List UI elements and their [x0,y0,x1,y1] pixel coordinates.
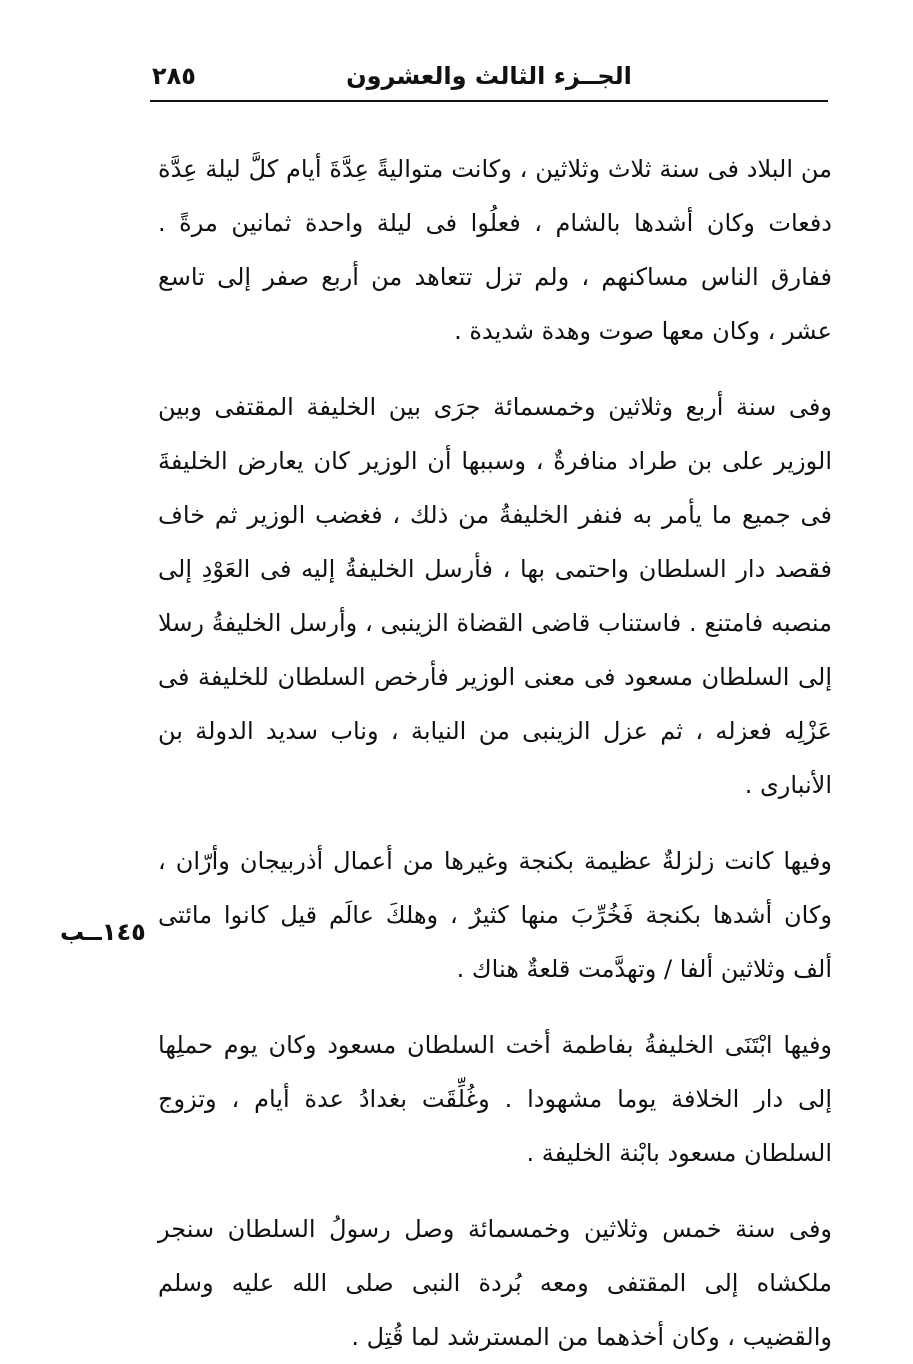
paragraph-caliph-marriage: وفيها ابْتَنَى الخليفةُ بفاطمة أخت السلطان مسعود وكان يوم حملِها إلى دار الخلافة يوما مشهودا . وغُلِّقَت بغدادُ عدة أيام ، وتزوج السلطان مسعود بابْنة الخليفة . [158,1031,832,1167]
paragraph-ganja-earthquake: وفيها كانت زلزلةٌ عظيمة بكنجة وغيرها من أعمال أذربيجان وأرّان ، وكان أشدها بكنجة فَخُرِّبَ منها كثيرٌ ، وهلكَ عالَم قيل كانوا مائتى ألف وثلاثين ألفا / وتهدَّمت قلعةٌ هناك . [158,847,832,983]
paragraph-year-534: وفى سنة أربع وثلاثين وخمسمائة جرَى بين الخليفة المقتفى وبين الوزير على بن طراد منافرةٌ ، وسببها أن الوزير كان يعارض الخليفةَ فى جميع ما يأمر به فنفر الخليفةُ من ذلك ، فغضب الوزير ثم خاف فقصد دار السلطان واحتمى بها ، فأرسل الخليفةُ إليه فى العَوْدِ إلى منصبه فامتنع . فاستناب قاضى القضاة الزينبى ، وأرسل الخليفةُ رسلا إلى السلطان مسعود فى معنى الوزير فأرخص السلطان للخليفة فى عَزْلِه فعزله ، ثم عزل الزينبى من النيابة ، وناب سديد الدولة بن الأنبارى . [158,393,832,799]
running-title: الجــزء الثالث والعشرون [346,62,632,90]
page-header [150,58,828,100]
paragraph-year-535: وفى سنة خمس وثلاثين وخمسمائة وصل رسولُ السلطان سنجر ملكشاه إلى المقتفى ومعه بُردة النبى صلى الله عليه وسلم والقضيب ، وكان أخذهما من المسترشد لما قُتِل . [158,1215,832,1351]
paragraph-earthquake-33: من البلاد فى سنة ثلاث وثلاثين ، وكانت متواليةً عِدَّةَ أيام كلَّ ليلة عِدَّة دفعات وكان أشدها بالشام ، فعلُوا فى ليلة واحدة ثمانين مرةً . ففارق الناس مساكنهم ، ولم تزل تتعاهد من أربع صفر إلى تاسع عشر ، وكان معها صوت وهدة شديدة . [158,155,832,345]
header-rule [150,100,828,102]
margin-folio-note: ١٤٥ــب [60,918,146,946]
body-text [158,142,832,1364]
page-number: ٢٨٥ [152,62,196,90]
